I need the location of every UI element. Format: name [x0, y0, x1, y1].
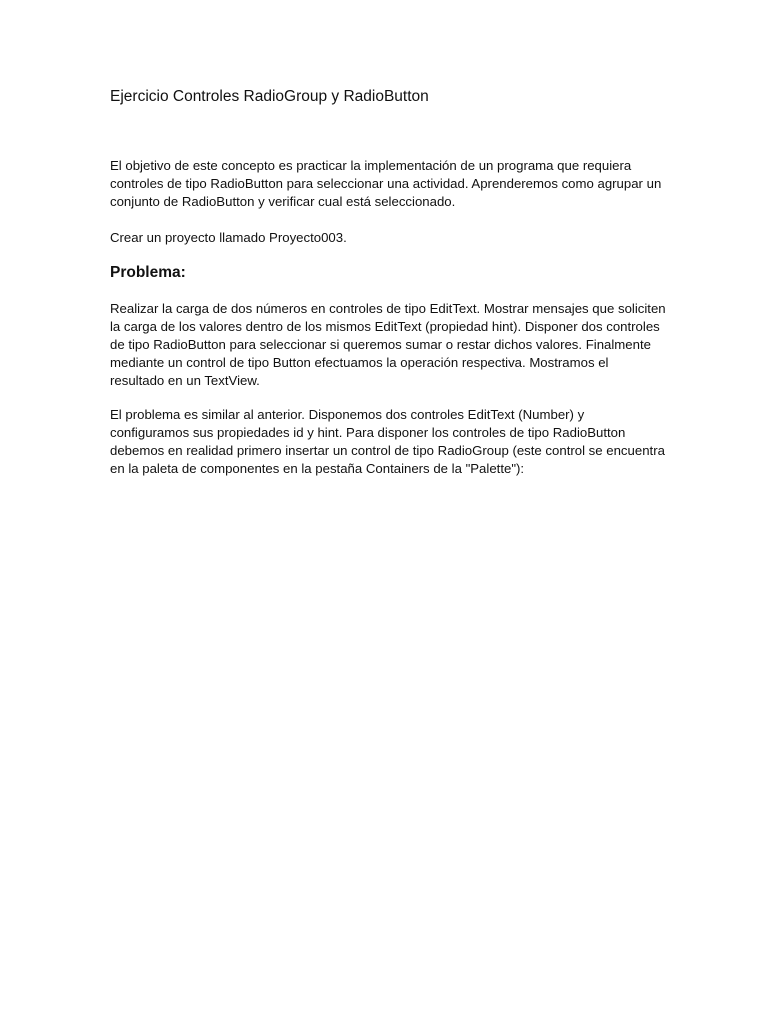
explanation-paragraph: El problema es similar al anterior. Disponemos dos controles EditText (Number) y configuramos sus propiedades id y hint. Para disponer los controles de tipo RadioButton debemos en realidad primero insertar un control de tipo RadioGroup (este control se encuentra en la paleta de componentes en la pestaña Containers de la "Palette"):: [110, 407, 665, 476]
document-title: Ejercicio Controles RadioGroup y RadioButton: [110, 88, 429, 105]
project-paragraph: Crear un proyecto llamado Proyecto003.: [110, 230, 347, 245]
section-heading-problema: Problema:: [110, 264, 186, 281]
intro-paragraph: El objetivo de este concepto es practicar la implementación de un programa que requiera controles de tipo RadioButton para seleccionar una actividad. Aprenderemos como agrupar un conjunto de RadioButton y verificar cual está seleccionado.: [110, 158, 662, 209]
problem-paragraph: Realizar la carga de dos números en controles de tipo EditText. Mostrar mensajes que soliciten la carga de los valores dentro de los mismos EditText (propiedad hint). Disponer dos controles de tipo RadioButton para seleccionar si queremos sumar o restar dichos valores. Finalmente mediante un control de tipo Button efectuamos la operación respectiva. Mostramos el resultado en un TextView.: [110, 301, 666, 388]
